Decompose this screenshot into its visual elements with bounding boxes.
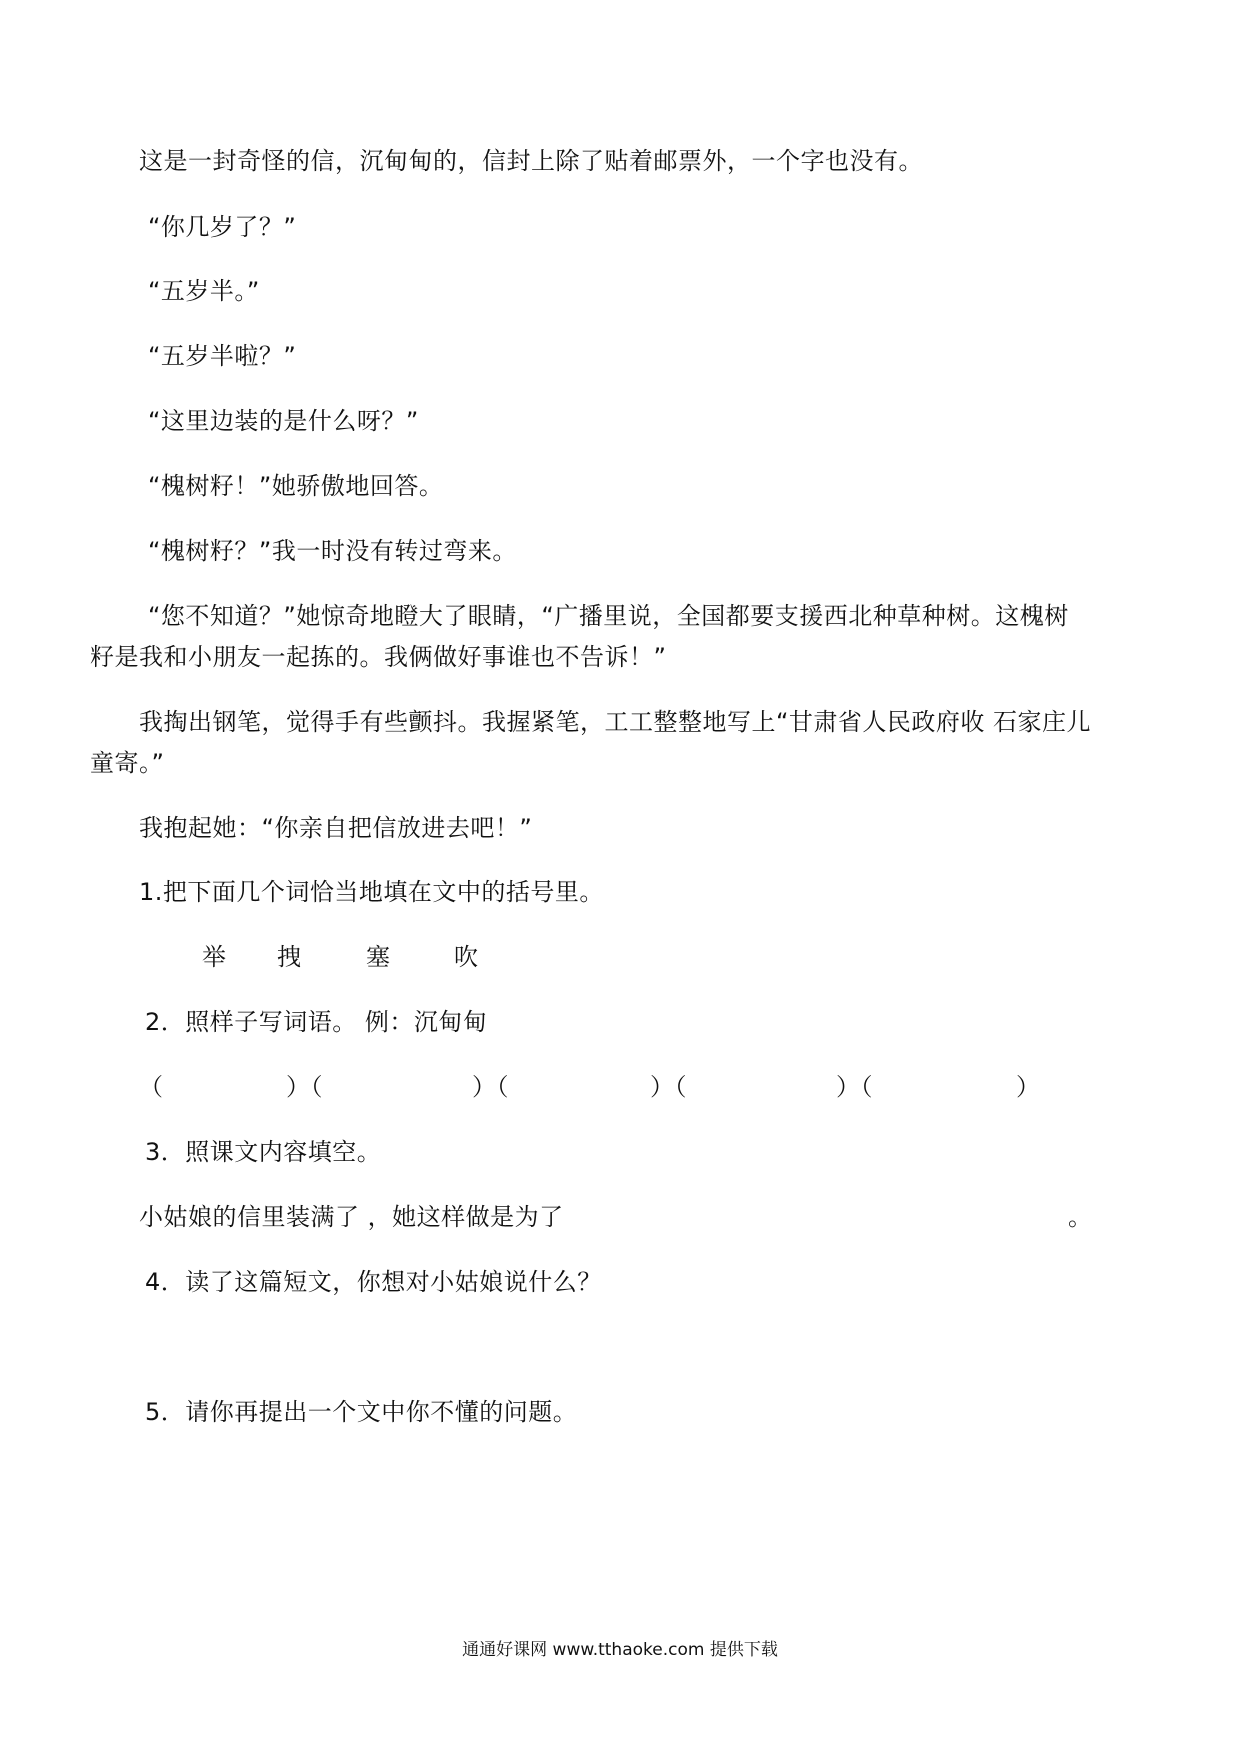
question-3-fill-end: 。 <box>1068 1203 1093 1231</box>
question-2: 2．照样子写词语。 例：沉甸甸 <box>145 1008 488 1036</box>
passage-paragraph-3: 我抱起她：“你亲自把信放进去吧！” <box>139 814 533 842</box>
dialogue-line-2: “五岁半。” <box>148 277 260 305</box>
word-option: 拽 <box>277 943 302 971</box>
dialogue-line-7b: 籽是我和小朋友一起拣的。我俩做好事谁也不告诉！” <box>90 643 667 671</box>
passage-paragraph-2b: 童寄。” <box>90 749 165 777</box>
word-option: 举 <box>202 943 227 971</box>
passage-paragraph-2a: 我掏出钢笔，觉得手有些颤抖。我握紧笔，工工整整地写上“甘肃省人民政府收 石家庄儿 <box>139 708 1092 736</box>
answer-bracket: （ <box>139 1073 164 1101</box>
word-option: 吹 <box>454 943 479 971</box>
question-4: 4．读了这篇短文，你想对小姑娘说什么？ <box>145 1268 602 1296</box>
dialogue-line-1: “你几岁了？” <box>148 213 297 241</box>
answer-bracket: ） <box>1016 1073 1041 1101</box>
page-footer: 通通好课网 www.tthaoke.com 提供下载 <box>462 1640 778 1660</box>
dialogue-line-7a: “您不知道？”她惊奇地瞪大了眼睛，“广播里说，全国都要支援西北种草种树。这槐树 <box>148 602 1069 630</box>
answer-bracket: ）（ <box>286 1073 323 1101</box>
dialogue-line-4: “这里边装的是什么呀？” <box>148 407 419 435</box>
passage-paragraph-1: 这是一封奇怪的信，沉甸甸的，信封上除了贴着邮票外，一个字也没有。 <box>139 147 923 175</box>
dialogue-line-6: “槐树籽？”我一时没有转过弯来。 <box>148 537 517 565</box>
question-5: 5．请你再提出一个文中你不懂的问题。 <box>145 1398 578 1426</box>
question-3-fill-blank: 小姑娘的信里装满了 ，她这样做是为了 <box>139 1203 564 1231</box>
answer-bracket: ）（ <box>650 1073 687 1101</box>
question-3: 3．照课文内容填空。 <box>145 1138 382 1166</box>
dialogue-line-5: “槐树籽！”她骄傲地回答。 <box>148 472 444 500</box>
answer-bracket: ）（ <box>836 1073 873 1101</box>
word-option: 塞 <box>366 943 391 971</box>
answer-bracket: ）（ <box>472 1073 509 1101</box>
dialogue-line-3: “五岁半啦？” <box>148 342 297 370</box>
question-1: 1.把下面几个词恰当地填在文中的括号里。 <box>139 878 604 906</box>
